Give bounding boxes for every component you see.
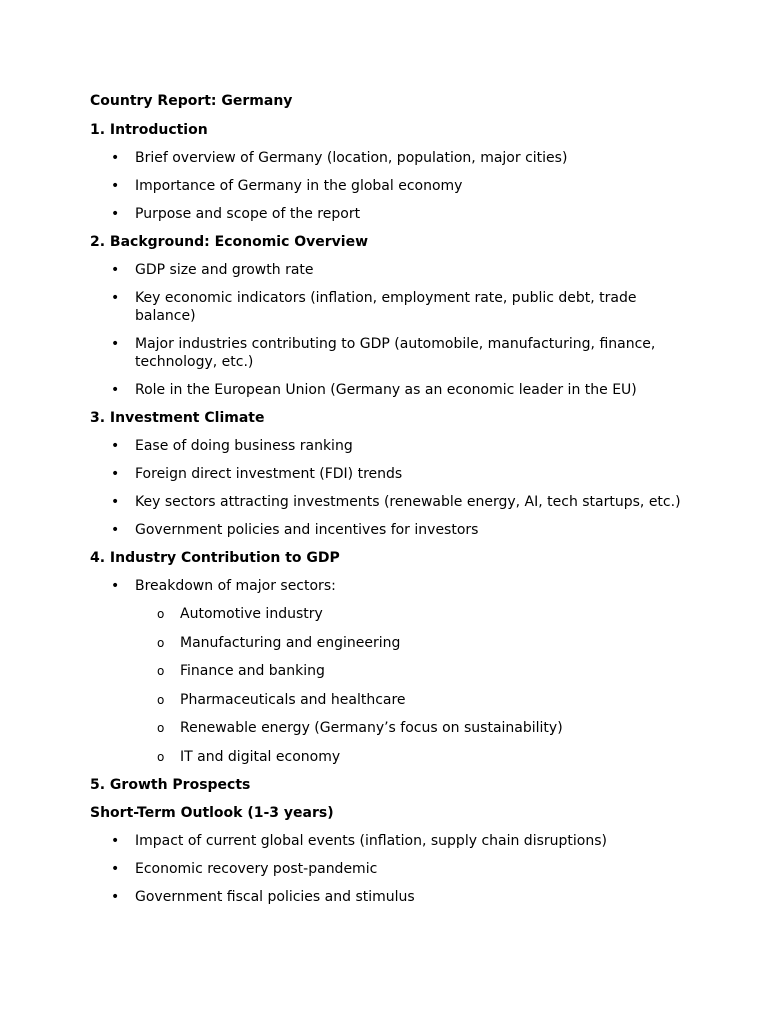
list-item [90, 149, 675, 167]
list-item [90, 335, 675, 371]
list-item [90, 888, 675, 906]
circle-bullet-icon: o [157, 664, 165, 678]
sub-list-item-text: Automotive industry [180, 606, 323, 622]
short-term-outlook-list [90, 832, 688, 906]
section-heading-industry-contribution: 4. Industry Contribution to GDP [90, 550, 340, 566]
document-title: Country Report: Germany [90, 93, 293, 109]
circle-bullet-icon: o [157, 692, 165, 707]
sub-list-item-text: IT and digital economy [180, 748, 341, 765]
bullet-icon: • [111, 466, 120, 482]
list-item [90, 860, 675, 878]
introduction-list [90, 149, 688, 223]
list-item [90, 577, 675, 766]
circle-bullet-icon: o [157, 607, 165, 621]
list-item-text: Purpose and scope of the report [135, 206, 361, 222]
sub-list-item [135, 691, 675, 709]
bullet-icon: • [111, 262, 120, 278]
bullet-icon: • [111, 860, 120, 877]
industry-contribution-list [90, 577, 688, 766]
list-item [90, 521, 675, 539]
list-item [90, 289, 675, 325]
list-item-text: Brief overview of Germany (location, population, major cities) [135, 150, 568, 166]
sub-list-item-text: Finance and banking [180, 663, 325, 679]
sub-list-item [135, 748, 675, 766]
sub-list-item-text: Renewable energy (Germany’s focus on sustainability) [180, 720, 563, 736]
list-item [90, 465, 675, 483]
section-heading-introduction: 1. Introduction [90, 122, 208, 138]
list-item [90, 493, 695, 511]
list-item-text: Foreign direct investment (FDI) trends [135, 466, 403, 482]
circle-bullet-icon: o [157, 635, 165, 650]
bullet-icon: • [111, 178, 120, 194]
section-heading-economic-overview: 2. Background: Economic Overview [90, 234, 369, 250]
bullet-icon: • [111, 290, 120, 306]
bullet-icon: • [111, 888, 120, 905]
sub-list-item [135, 634, 675, 652]
list-item-text: Government fiscal policies and stimulus [135, 888, 415, 905]
list-item-text: Role in the European Union (Germany as an economic leader in the EU) [135, 382, 637, 398]
section-heading-investment-climate: 3. Investment Climate [90, 410, 265, 426]
list-item-text: GDP size and growth rate [135, 262, 314, 278]
bullet-icon: • [111, 522, 120, 538]
bullet-icon: • [111, 832, 120, 849]
section-heading-growth-prospects: 5. Growth Prospects [90, 776, 251, 793]
bullet-icon: • [111, 206, 120, 222]
bullet-icon: • [111, 578, 120, 594]
circle-bullet-icon: o [157, 721, 165, 735]
sub-list-item [135, 662, 675, 680]
list-item-text: Impact of current global events (inflation, supply chain disruptions) [135, 832, 607, 849]
list-item [90, 437, 675, 455]
bullet-icon: • [111, 382, 120, 398]
circle-bullet-icon: o [157, 749, 165, 764]
bullet-icon: • [111, 438, 120, 454]
list-item-text: Economic recovery post-pandemic [135, 860, 378, 877]
list-item-text: Breakdown of major sectors: [135, 578, 336, 594]
list-item-text: Ease of doing business ranking [135, 438, 353, 454]
list-item-text: Government policies and incentives for investors [135, 522, 479, 538]
list-item-text: Key sectors attracting investments (renewable energy, AI, tech startups, etc.) [135, 494, 681, 510]
list-item-text: Key economic indicators (inflation, employment rate, public debt, trade balance) [135, 290, 637, 324]
list-item [90, 381, 675, 399]
list-item [90, 205, 675, 223]
sub-list-item-text: Pharmaceuticals and healthcare [180, 691, 406, 708]
bullet-icon: • [111, 494, 120, 510]
investment-climate-list [90, 437, 688, 539]
bullet-icon: • [111, 150, 120, 166]
sub-list-item [135, 719, 675, 737]
list-item [90, 832, 675, 850]
list-item-text: Importance of Germany in the global economy [135, 178, 463, 194]
bullet-icon: • [111, 336, 120, 352]
subheading-short-term-outlook: Short-Term Outlook (1-3 years) [90, 804, 334, 821]
list-item-text: Major industries contributing to GDP (automobile, manufacturing, finance, technology, etc.) [135, 336, 656, 370]
list-item [90, 177, 675, 195]
sector-sublist [135, 605, 675, 766]
sub-list-item [135, 605, 675, 623]
economic-overview-list [90, 261, 688, 399]
list-item [90, 261, 675, 279]
sub-list-item-text: Manufacturing and engineering [180, 634, 401, 651]
